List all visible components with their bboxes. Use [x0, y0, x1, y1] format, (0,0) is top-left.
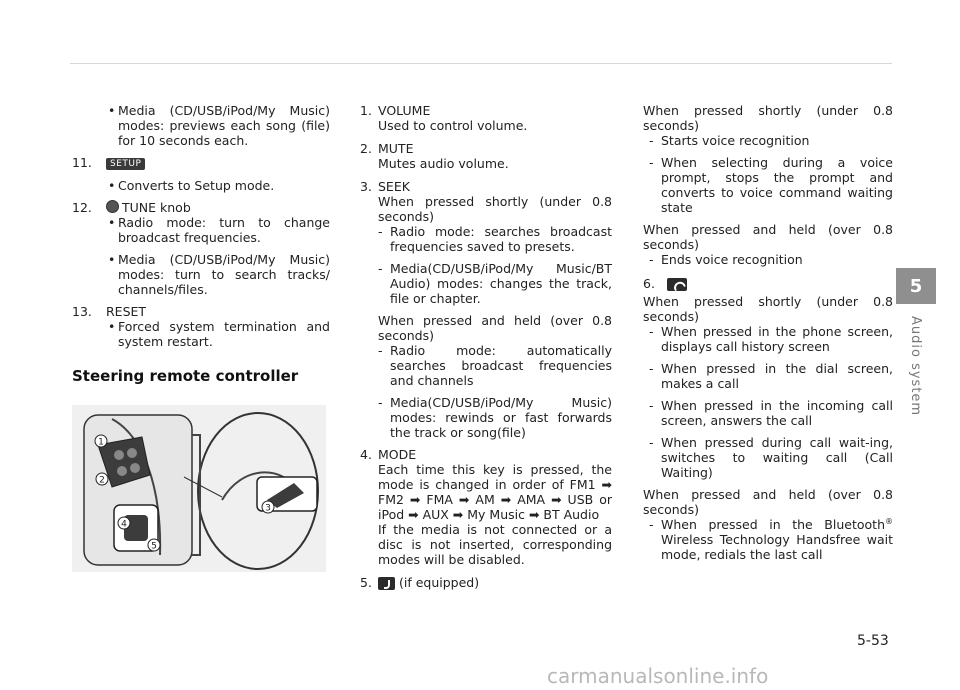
list-item [649, 133, 893, 148]
chapter-tab: 5 [896, 268, 936, 304]
list-item [108, 103, 330, 148]
list-item [378, 224, 612, 254]
callout-5 [148, 539, 160, 552]
bullet: • [108, 178, 116, 193]
phone-icon [667, 278, 687, 291]
dash: - [649, 361, 654, 376]
bullet: • [108, 319, 116, 334]
list-item-text: When selecting during a voice prompt, stops the prompt and converts to voice command waiting state [661, 155, 893, 215]
item-desc: When pressed shortly (under 0.8 seconds) [643, 103, 893, 133]
page-number: 5-53 [857, 633, 889, 649]
list-item [649, 155, 893, 215]
column-middle [360, 103, 612, 598]
list-item-text: When pressed during call wait-ing, switches to waiting call (Call Waiting) [661, 435, 893, 480]
list-item [649, 361, 893, 391]
item-13 [72, 304, 330, 319]
dash: - [649, 517, 654, 532]
item-title-suffix: knob [156, 200, 191, 215]
list-item-text: Media (CD/USB/iPod/My Music) modes: previews each song (file) for 10 seconds each. [118, 103, 330, 148]
list-item [649, 435, 893, 480]
item-number: 12. [72, 200, 92, 215]
item-3 [360, 179, 612, 224]
list-item-text: Forced system termination and system restart. [118, 319, 330, 349]
item-11 [72, 155, 330, 170]
item-number: 13. [72, 304, 92, 319]
callout-label: 1 [98, 437, 104, 448]
list-item [108, 178, 330, 193]
item-desc: When pressed and held (over 0.8 seconds) [643, 487, 893, 517]
list-item-text: Media (CD/USB/iPod/My Music) modes: turn to search tracks/ channels/files. [118, 252, 330, 297]
list-item [108, 215, 330, 245]
list-item-text: When pressed in the incoming call screen, answers the call [661, 398, 893, 428]
setup-button-icon: SETUP [106, 158, 145, 170]
item-desc: When pressed and held (over 0.8 seconds) [643, 222, 893, 252]
item-number: 1. [360, 103, 372, 118]
list-item [649, 517, 893, 562]
callout-2 [96, 473, 108, 486]
column-left [72, 103, 330, 356]
list-item [108, 252, 330, 297]
callout-label: 2 [99, 475, 105, 486]
list-item-text: Radio mode: automatically searches broadcast frequencies and channels [390, 343, 612, 388]
list-item [378, 261, 612, 306]
dash: - [378, 261, 383, 276]
list-item-text: Wireless Technology Handsfree wait mode, redials the last call [661, 532, 893, 562]
item-number: 4. [360, 447, 372, 462]
item-title: MODE [378, 447, 417, 462]
list-item [378, 343, 612, 388]
list-item-text: Radio mode: turn to change broadcast frequencies. [118, 215, 330, 245]
steering-illustration [72, 405, 326, 572]
item-note: If the media is not connected or a disc is not inserted, corresponding modes will be disabled. [378, 522, 612, 567]
registered-mark: ® [885, 516, 893, 526]
list-item-text: When pressed in the dial screen, makes a call [661, 361, 893, 391]
item-title: VOLUME [378, 103, 431, 118]
chapter-label: Audio system [908, 316, 923, 417]
list-item-text: When pressed in the phone screen, displays call history screen [661, 324, 893, 354]
item-number: 6. [643, 276, 655, 291]
item-desc: When pressed shortly (under 0.8 seconds) [643, 294, 893, 324]
item-4 [360, 447, 612, 567]
dash: - [378, 395, 383, 410]
item-title: SEEK [378, 179, 410, 194]
bullet: • [108, 215, 116, 230]
bullet: • [108, 252, 116, 267]
watermark: carmanualsonline.info [547, 664, 769, 688]
list-item [649, 252, 893, 267]
item-number: 11. [72, 155, 92, 170]
callout-label: 5 [151, 541, 157, 552]
list-item [649, 398, 893, 428]
list-item-text: When pressed in the Bluetooth [661, 517, 885, 532]
callout-3 [262, 501, 274, 514]
dash: - [649, 398, 654, 413]
callout-4 [118, 517, 130, 530]
item-desc: Mutes audio volume. [378, 156, 509, 171]
item-5 [360, 575, 612, 590]
section-heading: Steering remote controller [72, 367, 299, 385]
steering-controller-figure [72, 405, 326, 572]
list-item [108, 319, 330, 349]
dash: - [649, 133, 654, 148]
list-item [378, 395, 612, 440]
list-item-text: Radio mode: searches broadcast frequencies saved to presets. [390, 224, 612, 254]
list-item-text: Ends voice recognition [661, 252, 803, 267]
item-desc: When pressed shortly (under 0.8 seconds) [378, 194, 612, 224]
item-12 [72, 200, 330, 215]
item-desc: Used to control volume. [378, 118, 528, 133]
callout-1 [95, 435, 107, 448]
bullet: • [108, 103, 116, 118]
list-item-text: Media(CD/USB/iPod/My Music) modes: rewinds or fast forwards the track or song(file) [390, 395, 612, 440]
callout-label: 4 [121, 519, 127, 530]
list-item-text: Starts voice recognition [661, 133, 810, 148]
item-title: RESET [106, 304, 147, 319]
dash: - [378, 224, 383, 239]
item-number: 5. [360, 575, 372, 590]
item-6 [643, 276, 893, 291]
list-item-text: Converts to Setup mode. [118, 178, 275, 193]
item-title-suffix: (if equipped) [395, 575, 480, 590]
tune-knob-icon [106, 200, 119, 213]
item-2 [360, 141, 612, 171]
voice-recognition-icon [378, 577, 395, 590]
dash: - [649, 155, 654, 170]
item-desc: Each time this key is pressed, the mode is changed in order of FM1 ➡ FM2 ➡ FMA ➡ AM ➡ AMA ➡ USB or iPod ➡ AUX ➡ My Music ➡ BT Audio [378, 462, 612, 522]
top-rule [70, 63, 892, 64]
item-title: TUNE [122, 200, 157, 215]
dash: - [649, 252, 654, 267]
item-desc: When pressed and held (over 0.8 seconds) [378, 313, 612, 343]
item-1 [360, 103, 612, 133]
callout-label: 3 [265, 503, 271, 514]
item-number: 3. [360, 179, 372, 194]
item-title: MUTE [378, 141, 414, 156]
item-number: 2. [360, 141, 372, 156]
dash: - [649, 324, 654, 339]
list-item [649, 324, 893, 354]
dash: - [378, 343, 383, 358]
list-item-text: Media(CD/USB/iPod/My Music/BT Audio) modes: changes the track, file or chapter. [390, 261, 612, 306]
dash: - [649, 435, 654, 450]
column-right [643, 103, 893, 569]
